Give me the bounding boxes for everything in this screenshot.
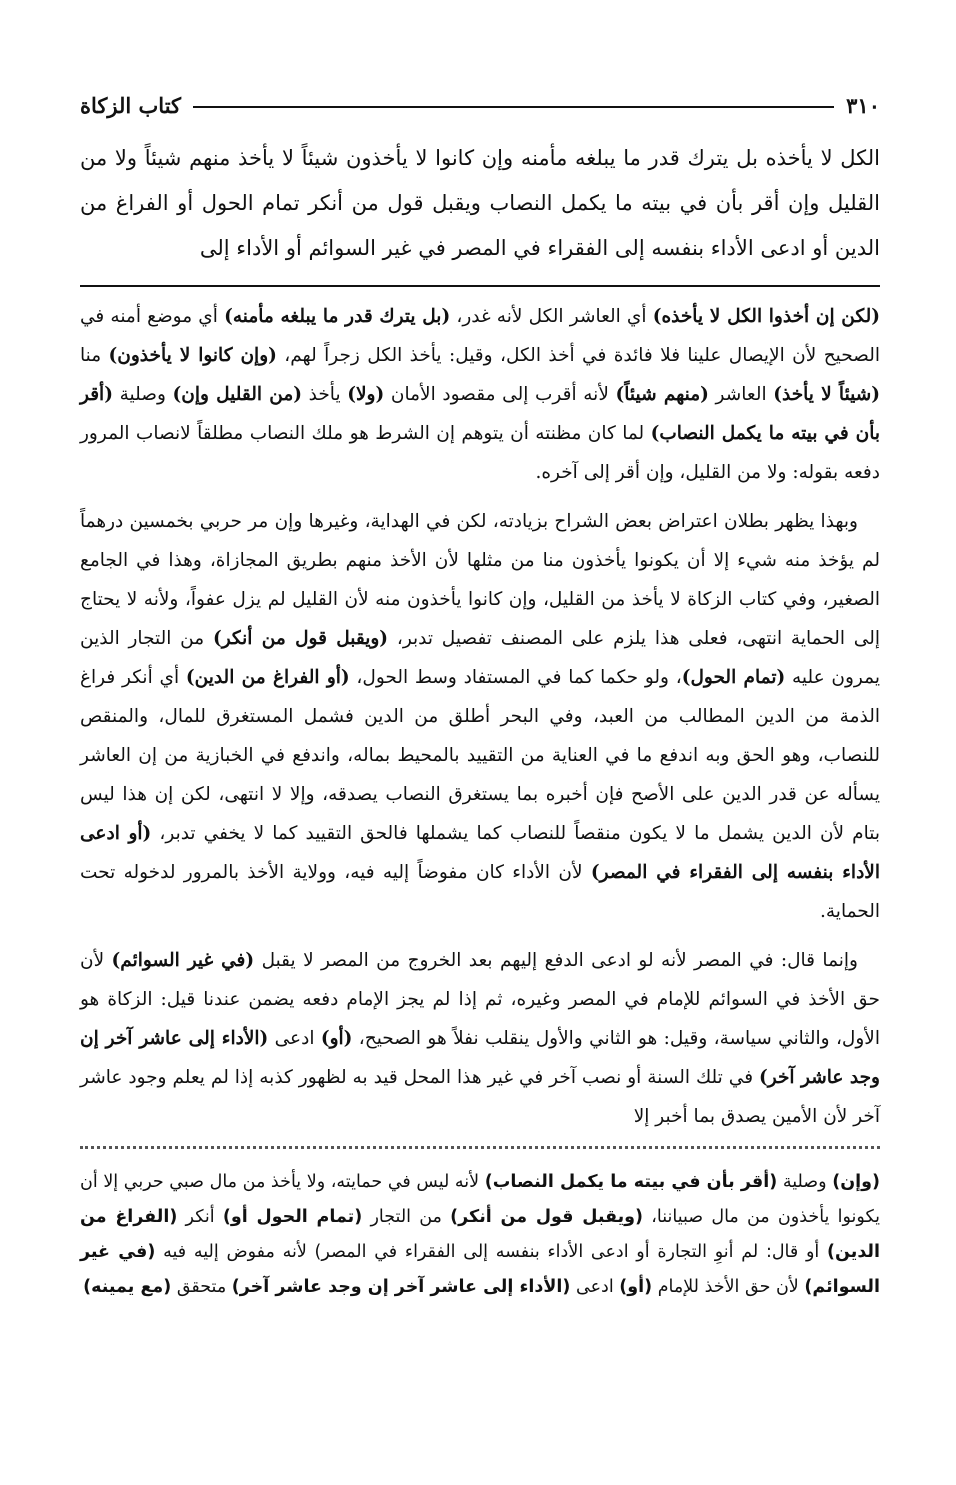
commentary-text: لأن حق الأخذ للإمام	[652, 1277, 805, 1297]
quoted-lemma: (شيئاً لا يأخذ)	[773, 384, 880, 405]
book-title: كتاب الزكاة	[80, 92, 182, 118]
commentary-text: وصلية	[777, 1172, 833, 1192]
commentary-text: أي موضع أمنه في الصحيح لأن الإيصال علينا فلا فائدة في أخذ الكل، وقيل: يأخذ الكل زجراً لهم،	[80, 306, 880, 366]
page-number: ٣١٠	[846, 92, 880, 118]
commentary-text: يأخذ	[302, 384, 348, 405]
commentary-text: لأنه أقرب إلى مقصود الأمان	[384, 384, 616, 405]
commentary-text: من التجار الذين يمرون عليه	[80, 628, 880, 688]
quoted-lemma: (الأداء إلى عاشر آخر إن وجد عاشر آخر)	[80, 1028, 880, 1088]
quoted-lemma: (أو)	[320, 1028, 353, 1049]
quoted-lemma: (أو)	[619, 1277, 653, 1297]
commentary-text: ، ولو حكما كما في المستفاد وسط الحول،	[349, 667, 682, 688]
commentary-paragraph-3	[80, 941, 880, 1136]
commentary-text: ادعى	[268, 1028, 321, 1049]
commentary-text: لأن الأداء كان مفوضاً إليه فيه، وولاية الأخذ بالمرور لدخوله تحت الحماية.	[80, 862, 880, 922]
commentary-text: ادعى	[570, 1277, 620, 1297]
quoted-lemma: (وإن كانوا لا يأخذون)	[108, 345, 277, 366]
commentary-text: وصلية	[112, 384, 173, 405]
main-text-separator	[80, 285, 880, 287]
quoted-lemma: (أو الفراغ من الدين)	[185, 667, 350, 688]
quoted-lemma: (وإن)	[832, 1172, 881, 1192]
quoted-lemma: (في غير السوائم)	[111, 950, 255, 971]
quoted-lemma: (ويقبل قول من أنكر)	[212, 628, 389, 649]
commentary-text: أي أنكر فراغ الذمة من الدين المطالب من العبد، وفي البحر أطلق من الدين فشمل المستغرق للمال، والمنقص للنصاب، وهو الحق وبه اندفع ما في العناية من التقييد بالمحيط بماله، واندفع في الخبازية من إن العاشر يسأله عن قدر الدين على الأصح فإن أخبره بما يستغرق النصاب يصدقه، وإلا لا انتهى، لكن إن هذا ليس بتام لأن الدين يشمل ما لا يكون منقصاً للنصاب كما يشملها فالحق التقييد كما لا يخفي تدبر،	[80, 667, 880, 844]
quoted-lemma: (أو ادعى الأداء بنفسه إلى الفقراء في المصر)	[80, 823, 880, 883]
commentary-text: منا	[80, 345, 109, 366]
commentary-text: من التجار	[362, 1207, 451, 1227]
header-rule	[193, 106, 834, 108]
page-header	[80, 88, 880, 122]
quoted-lemma: (أقر بأن في بيته ما يكمل النصاب)	[80, 384, 880, 444]
quoted-lemma: (لكن إن أخذوا الكل لا يأخذه)	[652, 306, 880, 327]
commentary-paragraph-1	[80, 297, 880, 492]
commentary-text: أي العاشر الكل لأنه غدر،	[450, 306, 653, 327]
commentary	[80, 297, 880, 1136]
quoted-lemma: (مع يمينه)	[83, 1277, 172, 1297]
footnote-gloss	[80, 1165, 880, 1305]
quoted-lemma: (أقر بأن في بيته ما يكمل النصاب)	[484, 1172, 778, 1192]
commentary-text: لما كان مظنته أن يتوهم إن الشرط هو ملك النصاب مطلقاً لانصاب المرور دفعه بقوله: ولا من القليل، وإن أقر إلى آخره.	[80, 423, 880, 483]
commentary-text: في تلك السنة أو نصب آخر في غير هذا المحل قيد به لظهور كذبه إذا لم يعلم وجود عاشر آخر لأن الأمين يصدق بما أخبر إلا	[80, 1067, 880, 1127]
footnote-paragraph	[80, 1165, 880, 1305]
quoted-lemma: (الأداء إلى عاشر آخر إن وجد عاشر آخر)	[231, 1277, 571, 1297]
quoted-lemma: (من القليل وإن)	[172, 384, 302, 405]
quoted-lemma: (في غير السوائم)	[80, 1242, 880, 1297]
footnote-separator	[80, 1146, 880, 1149]
page	[80, 88, 880, 1305]
quoted-lemma: (ولا)	[347, 384, 385, 405]
commentary-text: لأنه ليس في حمايته، ولا يأخذ من مال صبي حربي إلا أن يكونوا يأخذون من مال صبياننا،	[80, 1172, 880, 1227]
commentary-text: العاشر	[708, 384, 774, 405]
quoted-lemma: (تمام الحول)	[681, 667, 786, 688]
commentary-text: متحقق	[171, 1277, 232, 1297]
commentary-paragraph-2	[80, 502, 880, 931]
main-text: الكل لا يأخذه بل يترك قدر ما يبلغه مأمنه وإن كانوا لا يأخذون شيئاً لا يأخذ منهم شيئاً ولا من القليل وإن أقر بأن في بيته ما يكمل النصاب ويقبل قول من أنكر تمام الحول أو الفراغ من الدين أو ادعى الأداء بنفسه إلى الفقراء في المصر في غير السوائم أو الأداء إلى	[80, 146, 880, 260]
quoted-lemma: (ويقبل قول من أنكر)	[450, 1207, 644, 1227]
commentary-text: أنكر	[177, 1207, 223, 1227]
quoted-lemma: (الفراغ من الدين)	[80, 1207, 880, 1262]
commentary-text: وبهذا يظهر بطلان اعتراض بعض الشراح بزيادته، لكن في الهداية، وغيرها وإن مر حربي بخمسين درهماً لم يؤخذ منه شيء إلا أن يكونوا يأخذون منا من مثلها لأن الأخذ منهم بطريق المجازاة، وهذا في الجامع الصغير، وفي كتاب الزكاة لا يأخذ من القليل، وإن كانوا يأخذون منه لأن القليل لم يزل عفواً، ولأنه لا يحتاج إلى الحماية انتهى، فعلى هذا يلزم على المصنف تفصيل تدبر،	[80, 511, 880, 649]
quoted-lemma: (منهم شيئاً)	[615, 384, 709, 405]
commentary-text: أو قال: لم أنوِ التجارة أو ادعى الأداء بنفسه إلى الفقراء في المصر) لأنه مفوض إليه فيه	[155, 1242, 827, 1262]
commentary-text: لأن حق الأخذ في السوائم للإمام في المصر وغيره، ثم إذا لم يجز الإمام دفعه يضمن عندنا قيل: الزكاة هو الأول، والثاني سياسة، وقيل: هو الثاني والأول ينقلب نفلاً هو الصحيح،	[80, 950, 880, 1049]
quoted-lemma: (بل يترك قدر ما يبلغه مأمنه)	[224, 306, 451, 327]
quoted-lemma: (تمام الحول أو)	[222, 1207, 363, 1227]
commentary-text: وإنما قال: في المصر لأنه لو ادعى الدفع إليهم بعد الخروج من المصر لا يقبل	[254, 950, 858, 971]
